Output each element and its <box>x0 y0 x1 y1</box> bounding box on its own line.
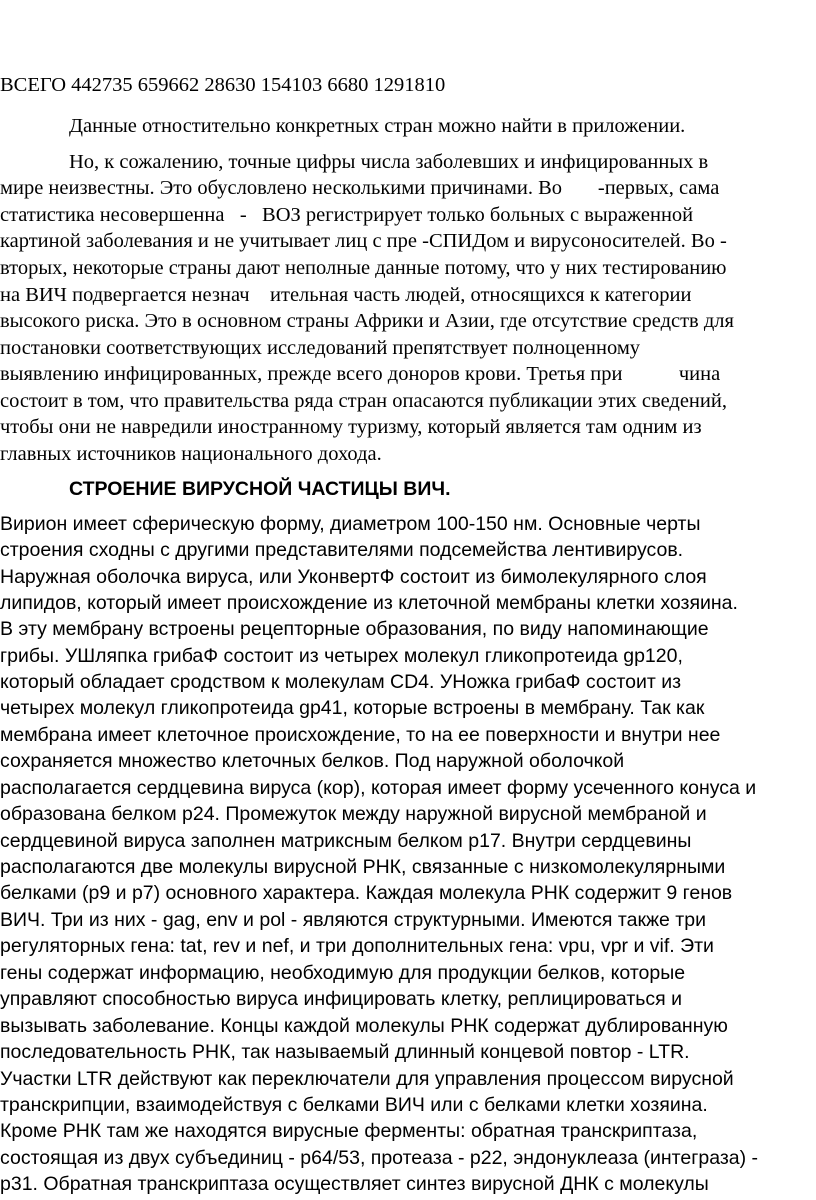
text-line: постановки соответствующих исследований препятствует полноценному <box>0 337 641 359</box>
section-heading: СТРОЕНИЕ ВИРУСНОЙ ЧАСТИЦЫ ВИЧ. <box>69 478 451 500</box>
text-line: строения сходны с другими представителями подсемейства лентивирусов. <box>0 539 684 561</box>
text-line: управляют способностью вируса инфицировать клетку, реплицироваться и <box>0 988 683 1010</box>
text-line: ВИЧ. Три из них - gag, env и pol - являются структурными. Имеются также три <box>0 909 706 931</box>
total-line: ВСЕГО 442735 659662 28630 154103 6680 1291810 <box>0 74 446 96</box>
text-line: Наружная оболочка вируса, или УконвертФ состоит из бимолекулярного слоя <box>0 566 707 588</box>
text-line: гены содержат информацию, необходимую для продукции белков, которые <box>0 962 686 984</box>
text-line: картиной заболевания и не учитывает лиц с пре -СПИДом и вирусоносителей. Во - <box>0 230 727 252</box>
text-line: В эту мембрану встроены рецепторные образования, по виду напоминающие <box>0 618 709 640</box>
text-line: на ВИЧ подвергается незнач ительная часть людей, относящихся к категории <box>0 284 692 306</box>
text-line: состоящая из двух субъединиц - р64/53, протеаза - р22, эндонуклеаза (интеграза) - <box>0 1147 759 1169</box>
text-line: статистика несовершенна - ВОЗ регистрирует только больных с выраженной <box>0 204 694 226</box>
text-line: выявлению инфицированных, прежде всего доноров крови. Третья при чина <box>0 363 721 385</box>
text-line: последовательность РНК, так называемый длинный концевой повтор - LTR. <box>0 1041 690 1063</box>
text-line: Участки LTR действуют как переключатели для управления процессом вирусной <box>0 1068 734 1090</box>
text-line: мире неизвестны. Это обусловлено несколькими причинами. Во -первых, сама <box>0 177 720 199</box>
text-line: регуляторных гена: tat, rev и nef, и три дополнительных гена: vpu, vpr и vif. Эти <box>0 935 714 957</box>
text-line: чтобы они не навредили иностранному туризму, который является там одним из <box>0 416 702 438</box>
text-line: транскрипции, взаимодействуя с белками ВИЧ или с белками клетки хозяина. <box>0 1094 708 1116</box>
text-line: главных источников национального дохода. <box>0 443 382 465</box>
paragraph-appendix-note: Данные отностительно конкретных стран можно найти в приложении. <box>69 115 686 137</box>
text-line: Но, к сожалению, точные цифры числа заболевших и инфицированных в <box>69 151 709 173</box>
text-line: располагаются две молекулы вирусной РНК, связанные с низкомолекулярными <box>0 856 726 878</box>
text-line: вторых, некоторые страны дают неполные данные потому, что у них тестированию <box>0 257 727 279</box>
text-line: образована белком р24. Промежуток между наружной вирусной мембраной и <box>0 803 707 825</box>
text-line: четырех молекул гликопротеида gp41, которые встроены в мембрану. Так как <box>0 697 705 719</box>
text-line: сохраняется множество клеточных белков. Под наружной оболочкой <box>0 750 625 772</box>
text-line: р31. Обратная транскриптаза осуществляет синтез вирусной ДНК с молекулы <box>0 1173 709 1195</box>
text-line: липидов, который имеет происхождение из клеточной мембраны клетки хозяина. <box>0 592 738 614</box>
text-line: который обладает сродством к молекулам CD4. УНожка грибаФ состоит из <box>0 671 682 693</box>
text-line: Кроме РНК там же находятся вирусные ферменты: обратная транскриптаза, <box>0 1120 698 1142</box>
text-line: располагается сердцевина вируса (кор), которая имеет форму усеченного конуса и <box>0 777 757 799</box>
text-line: грибы. УШляпка грибаФ состоит из четырех молекул гликопротеида gp120, <box>0 645 683 667</box>
text-line: белками (р9 и р7) основного характера. Каждая молекула РНК содержит 9 генов <box>0 882 733 904</box>
text-line: сердцевиной вируса заполнен матриксным белком р17. Внутри сердцевины <box>0 830 692 852</box>
text-line: мембрана имеет клеточное происхождение, то на ее поверхности и внутри нее <box>0 724 721 746</box>
text-line: Вирион имеет сферическую форму, диаметром 100-150 нм. Основные черты <box>0 513 701 535</box>
text-line: вызывать заболевание. Концы каждой молекулы РНК содержат дублированную <box>0 1015 728 1037</box>
text-line: высокого риска. Это в основном страны Африки и Азии, где отсутствие средств для <box>0 310 734 332</box>
text-line: состоит в том, что правительства ряда стран опасаются публикации этих сведений, <box>0 390 727 412</box>
